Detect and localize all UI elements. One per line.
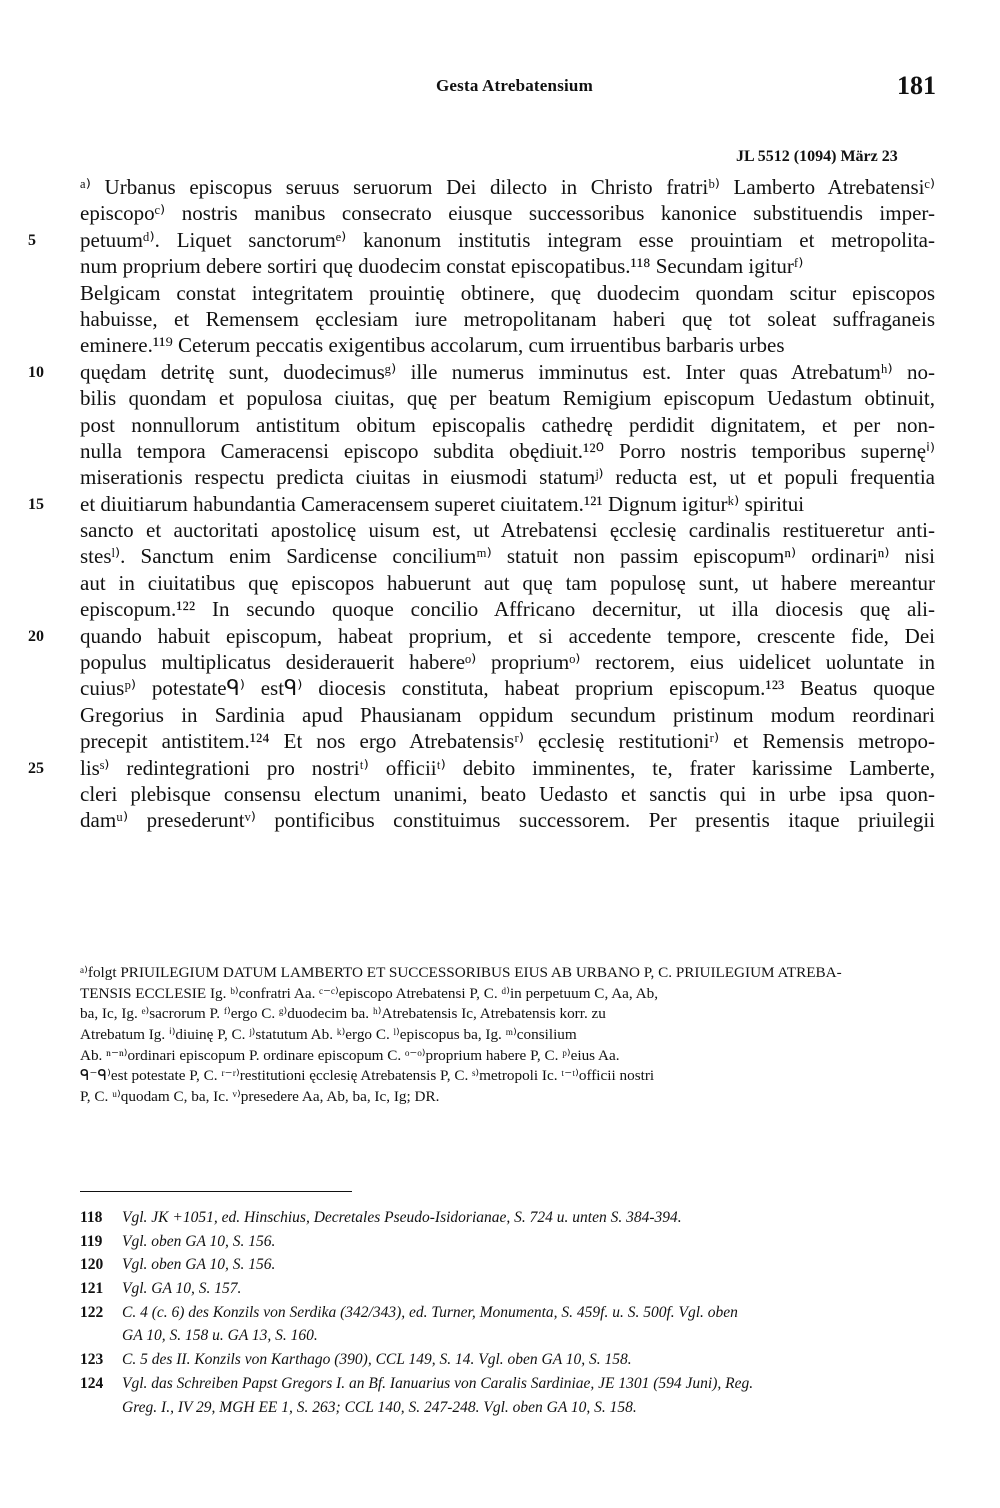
text-line — [80, 702, 935, 728]
text-line — [80, 385, 935, 411]
footnote-number: 120 — [80, 1256, 104, 1274]
line-text: miserationis respectu predicta ciuitas in eiusmodi statumʲ⁾ reducta est, ut et populi frequentia — [80, 465, 935, 490]
footnote-line — [80, 1324, 935, 1348]
footnote-text: Greg. I., IV 29, MGH EE 1, S. 263; CCL 140, S. 247-248. Vgl. oben GA 10, S. 158. — [122, 1398, 637, 1416]
footnote-line — [80, 1372, 935, 1396]
apparatus-line: Ab. ⁿ⁻ⁿ⁾ordinari episcopum P. ordinare episcopum C. ᵒ⁻ᵒ⁾proprium habere P, C. ᵖ⁾eius Aa. — [80, 1046, 620, 1064]
line-text: ᵃ⁾ Urbanus episcopus seruus seruorum Dei dilecto in Christo fratriᵇ⁾ Lamberto Atrebatensiᶜ⁾ — [80, 175, 935, 199]
apparatus-line: ᑫ⁻ᑫ⁾est potestate P, C. ʳ⁻ʳ⁾restitutioni ęcclesię Atrebatensis P, C. ˢ⁾metropoli Ic. ᵗ⁻ᵗ⁾officii nostri — [80, 1067, 655, 1085]
text-line — [80, 280, 935, 306]
footnote-number: 118 — [80, 1209, 103, 1226]
footnote-number: 119 — [80, 1232, 103, 1250]
text-line — [80, 306, 935, 332]
line-number: 25 — [28, 759, 44, 777]
critical-apparatus — [80, 963, 935, 1108]
footnote-text: C. 4 (c. 6) des Konzils von Serdika (342/343), ed. Turner, Monumenta, S. 459f. u. S. 500f. Vgl. oben — [122, 1303, 738, 1321]
document-reference: JL 5512 (1094) März 23 — [736, 148, 898, 165]
footnote-text: Vgl. JK +1051, ed. Hinschius, Decretales Pseudo-Isidorianae, S. 724 u. unten S. 384-394. — [122, 1209, 682, 1226]
line-text: bilis quondam et populosa ciuitas, quę per beatum Remigium episcopum Uedastum obtinuit, — [80, 386, 935, 411]
apparatus-line: Atrebatum Ig. ⁱ⁾diuinę P, C. ʲ⁾statutum Ab. ᵏ⁾ergo C. ˡ⁾episcopus ba, Ig. ᵐ⁾consilium — [80, 1026, 577, 1044]
line-text: lisˢ⁾ redintegrationi pro nostriᵗ⁾ officiiᵗ⁾ debito imminentes, te, frater karissime Lamberte, — [80, 755, 935, 780]
footnote-text: C. 5 des II. Konzils von Karthago (390), CCL 149, S. 14. Vgl. oben GA 10, S. 158. — [122, 1351, 632, 1369]
text-line — [80, 174, 935, 200]
footnote-line — [80, 1301, 935, 1325]
text-line — [80, 728, 935, 754]
footnote-number: 123 — [80, 1351, 104, 1369]
footnote-text: Vgl. GA 10, S. 157. — [122, 1280, 242, 1298]
line-text: damᵘ⁾ presederuntᵛ⁾ pontificibus constituimus successorem. Per presentis itaque priuilegii — [80, 808, 935, 833]
apparatus-line: TENSIS ECCLESIE Ig. ᵇ⁾confratri Aa. ᶜ⁻ᶜ⁾episcopo Atrebatensi P, C. ᵈ⁾in perpetuum C, Aa, Ab, — [80, 984, 659, 1002]
line-text: et diuitiarum habundantia Cameracensem superet ciuitatem.¹²¹ Dignum igiturᵏ⁾ spiritui — [80, 491, 805, 516]
footnote-line — [80, 1253, 935, 1277]
line-text: petuumᵈ⁾. Liquet sanctorumᵉ⁾ kanonum institutis integram esse prouintiam et metropolita- — [80, 227, 935, 252]
line-text: num proprium debere sortiri quę duodecim constat episcopatibus.¹¹⁸ Secundam igiturᶠ⁾ — [80, 254, 804, 279]
footnote-line — [80, 1206, 935, 1230]
text-line — [28, 491, 935, 517]
footnotes — [80, 1206, 935, 1419]
running-title: Gesta Atrebatensium — [436, 76, 593, 95]
apparatus-line: P, C. ᵘ⁾quodam C, ba, Ic. ᵛ⁾presedere Aa, Ab, ba, Ic, Ig; DR. — [80, 1088, 440, 1106]
text-line — [80, 807, 935, 833]
footnote-text: Vgl. das Schreiben Papst Gregors I. an Bf. Ianuarius von Caralis Sardiniae, JE 1301 (594 Juni), Reg. — [122, 1374, 754, 1392]
line-number: 20 — [28, 627, 44, 645]
text-line — [80, 412, 935, 438]
line-text: cuiusᵖ⁾ potestateᑫ⁾ estᑫ⁾ diocesis constituta, habeat proprium episcopum.¹²³ Beatus quoque — [80, 676, 935, 701]
line-text: precepit antistitem.¹²⁴ Et nos ergo Atrebatensisʳ⁾ ęcclesię restitutioniʳ⁾ et Remensis metropo- — [80, 729, 935, 754]
line-text: sancto et auctoritati apostolicę uisum est, ut Atrebatensi ęcclesię cardinalis restitueretur anti- — [80, 518, 935, 543]
line-text: habuisse, et Remensem ęcclesiam iure metropolitanam haberi quę tot soleat suffraganeis — [80, 306, 935, 331]
line-text: episcopum.¹²² In secundo quoque concilio Affricano decernitur, ut illa diocesis quę ali- — [80, 597, 935, 622]
footnote-text: GA 10, S. 158 u. GA 13, S. 160. — [122, 1327, 318, 1345]
page-number: 181 — [897, 71, 936, 100]
line-number: 5 — [28, 231, 36, 249]
line-number: 10 — [28, 363, 44, 381]
text-line — [80, 253, 935, 279]
text-line — [28, 227, 935, 253]
footnote-text: Vgl. oben GA 10, S. 156. — [122, 1256, 276, 1274]
footnote-text: Vgl. oben GA 10, S. 156. — [122, 1232, 276, 1250]
footnote-number: 121 — [80, 1280, 104, 1298]
line-text: episcopoᶜ⁾ nostris manibus consecrato eiusque successoribus kanonice substituendis imper- — [80, 201, 935, 226]
footnote-separator — [80, 1191, 352, 1192]
text-line — [80, 438, 935, 464]
line-text: post nonnullorum antistitum obitum episcopalis cathedrę perdidit dignitatem, et per non- — [80, 412, 935, 437]
footnote-number: 122 — [80, 1303, 104, 1321]
line-text: aut in ciuitatibus quę episcopos habuerunt aut quę tam populosę sunt, ut habere mereantur — [80, 570, 935, 595]
text-line — [80, 675, 935, 701]
text-line — [28, 359, 935, 385]
line-text: eminere.¹¹⁹ Ceterum peccatis exigentibus accolarum, cum irruentibus barbaris urbes — [80, 333, 785, 358]
footnote-number: 124 — [80, 1374, 104, 1392]
footnote-line — [80, 1396, 935, 1420]
main-text — [28, 174, 935, 834]
footnote-line — [80, 1348, 935, 1372]
text-line — [28, 755, 935, 781]
line-text: populus multiplicatus desiderauerit habereᵒ⁾ propriumᵒ⁾ rectorem, eius uidelicet uoluntate in — [80, 650, 935, 675]
apparatus-line: ᵃ⁾folgt PRIUILEGIUM DATUM LAMBERTO ET SUCCESSORIBUS EIUS AB URBANO P, C. PRIUILEGIUM ATREBA- — [80, 964, 842, 981]
line-number: 15 — [28, 495, 44, 513]
text-line — [80, 596, 935, 622]
text-line — [80, 200, 935, 226]
line-text: Belgicam constat integritatem prouintię obtinere, quę duodecim quondam scitur episcopos — [80, 280, 935, 305]
footnote-line — [80, 1277, 935, 1301]
line-text: cleri plebisque consensu electum unanimi, beato Uedasto et sanctis qui in urbe ipsa quon- — [80, 781, 935, 806]
apparatus-line: ba, Ic, Ig. ᵉ⁾sacrorum P. ᶠ⁾ergo C. ᵍ⁾duodecim ba. ʰ⁾Atrebatensis Ic, Atrebatensis korr. zu — [80, 1005, 606, 1023]
text-line — [80, 464, 935, 490]
footnote-line — [80, 1230, 935, 1254]
line-text: stesˡ⁾. Sanctum enim Sardicense conciliumᵐ⁾ statuit non passim episcopumⁿ⁾ ordinariⁿ⁾ nisi — [80, 544, 935, 569]
line-text: quando habuit episcopum, habeat proprium, et si accedente tempore, crescente fide, Dei — [80, 623, 935, 648]
line-text: quędam detritę sunt, duodecimusᵍ⁾ ille numerus imminutus est. Inter quas Atrebatumʰ⁾ no- — [80, 359, 935, 384]
text-line — [80, 649, 935, 675]
text-line — [80, 781, 935, 807]
line-text: Gregorius in Sardinia apud Phausianam oppidum secundum pristinum modum reordinari — [80, 702, 935, 727]
line-text: nulla tempora Cameracensi episcopo subdita obędiuit.¹²⁰ Porro nostris temporibus supernęⁱ⁾ — [80, 438, 935, 463]
text-line — [80, 332, 935, 358]
text-line — [28, 623, 935, 649]
text-line — [80, 570, 935, 596]
text-line — [80, 543, 935, 569]
text-line — [80, 517, 935, 543]
